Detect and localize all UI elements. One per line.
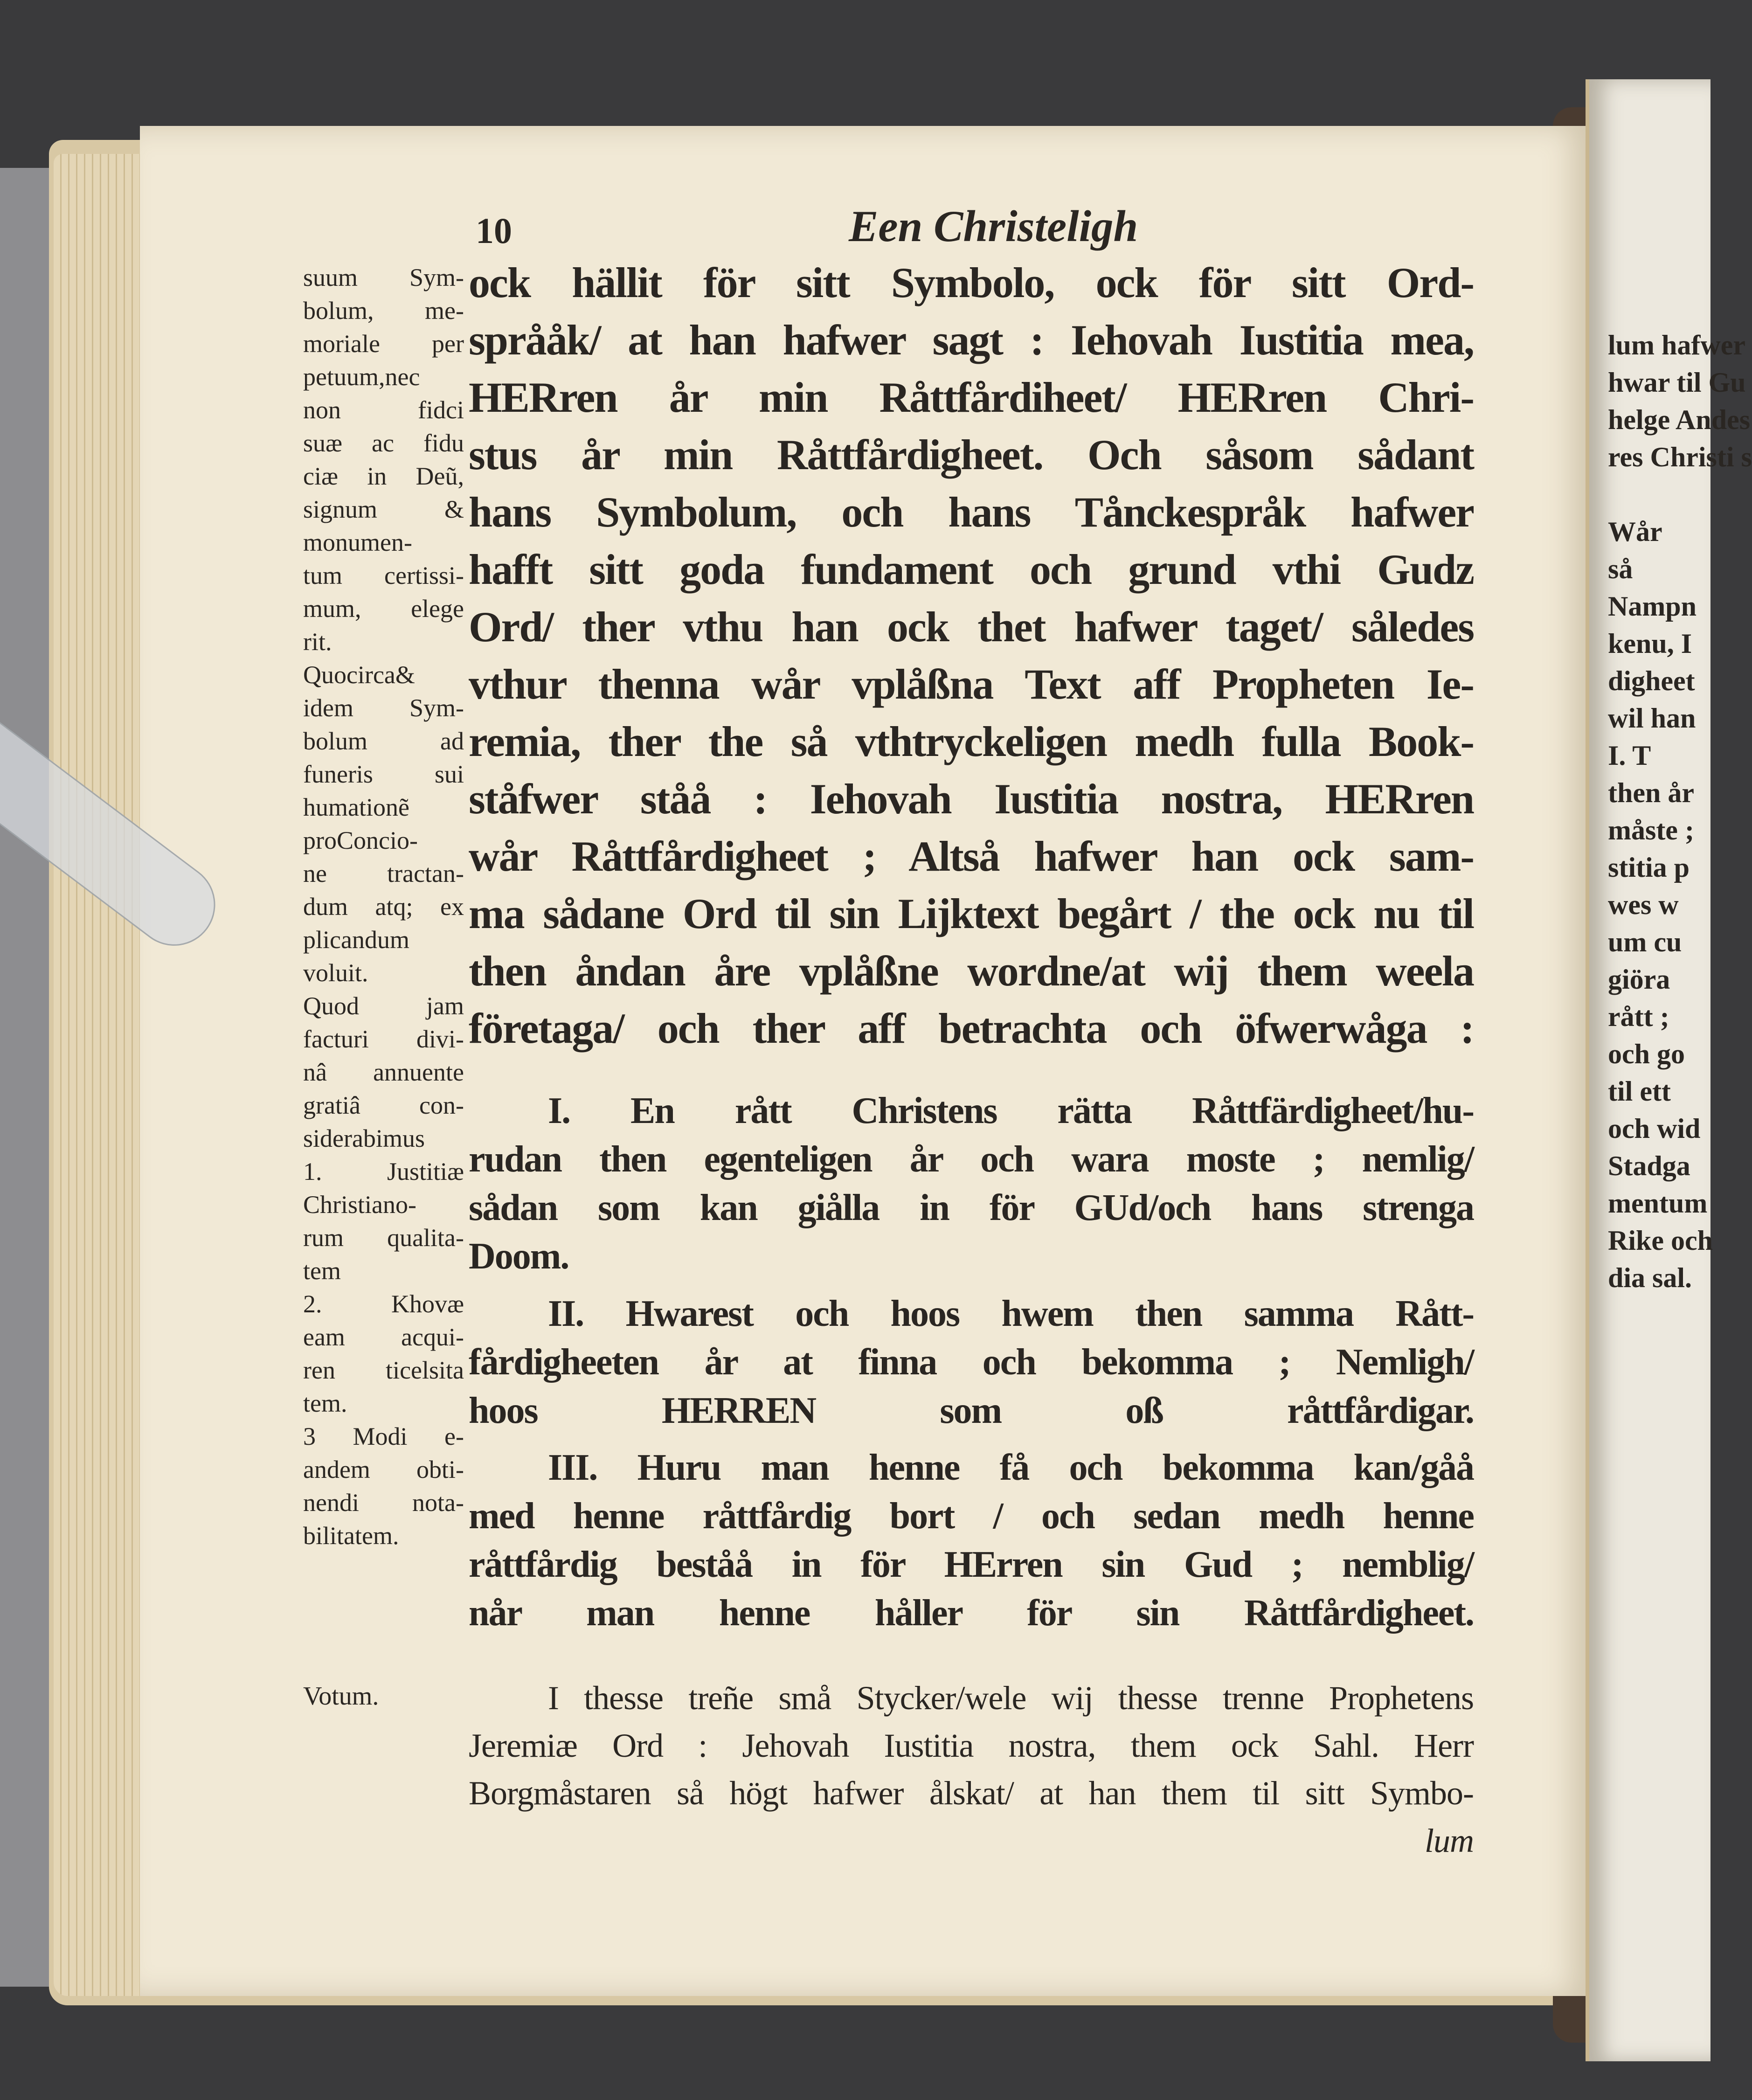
right-page-line	[1608, 476, 1752, 513]
margin-note-line: rum qualita-	[303, 1224, 464, 1252]
right-page-line: res Christi s	[1608, 442, 1752, 472]
text-line: I. En rått Christens rätta Råttfärdigheet/hu-	[548, 1090, 1474, 1131]
right-page-line: digheet	[1608, 665, 1695, 696]
margin-note-line: 1. Justitiæ	[303, 1157, 464, 1185]
running-head: Een Christeligh	[849, 201, 1138, 251]
text-line: ock hällit för sitt Symbolo, ock för sitt Ord-	[469, 259, 1474, 306]
text-line: III. Huru man henne få och bekomma kan/gåå	[548, 1447, 1474, 1488]
margin-note-line: bolum ad	[303, 727, 464, 755]
text-line: råttfårdig beståå in för HErren sin Gud ; nemblig/	[469, 1544, 1474, 1585]
text-line: når man henne håller för sin Råttfårdigheet.	[469, 1593, 1474, 1634]
margin-note-line: proConcio-	[303, 826, 418, 854]
margin-note-line: andem obti-	[303, 1455, 464, 1483]
right-page-line: wil han	[1608, 703, 1696, 734]
text-line: HERren år min Råttfårdiheet/ HERren Chri-	[469, 374, 1474, 421]
margin-note-line: idem Sym-	[303, 694, 464, 722]
text-line: sådan som kan giålla in för GUd/och hans strenga	[469, 1187, 1474, 1228]
text-line: företaga/ och ther aff betrachta och öfwerwåga :	[469, 1005, 1474, 1052]
right-page-line: giöra	[1608, 964, 1670, 995]
margin-note-line: 2. Khovæ	[303, 1290, 464, 1318]
right-page-line: dia sal.	[1608, 1262, 1692, 1293]
margin-note-line: ren ticelsita	[303, 1356, 464, 1384]
margin-note-line: nendi nota-	[303, 1489, 464, 1517]
right-page-line: och wid	[1608, 1113, 1701, 1144]
margin-note-line: humationẽ	[303, 793, 409, 821]
right-page-line: mentum	[1608, 1188, 1708, 1219]
right-page-line: wes w	[1608, 889, 1679, 920]
text-line: fårdigheeten år at finna och bekomma ; Nemligh/	[469, 1342, 1474, 1383]
text-line: I thesse treñe små Stycker/wele wij thesse trenne Prophetens	[548, 1679, 1474, 1717]
right-page-line: måste ;	[1608, 815, 1694, 846]
text-line: then åndan åre vplåßne wordne/at wij them weela	[469, 947, 1474, 995]
margin-note-line: gratiâ con-	[303, 1091, 464, 1119]
text-line: remia, ther the så vthtryckeligen medh fulla Book-	[469, 718, 1474, 765]
margin-note-line: Quod jam	[303, 992, 464, 1020]
text-line: II. Hwarest och hoos hwem then samma Rått-	[548, 1293, 1474, 1334]
right-page	[1586, 79, 1752, 2061]
text-line: Doom.	[469, 1236, 569, 1277]
margin-note-line: plicandum	[303, 926, 409, 954]
text-line: hans Symbolum, och hans Tånckespråk hafwer	[469, 488, 1474, 536]
margin-note-line: petuum,nec	[303, 363, 420, 391]
text-line: ma sådane Ord til sin Lijktext begårt / the ock nu til	[469, 890, 1474, 937]
margin-note-line: moriale per	[303, 330, 464, 358]
votum-note: Votum.	[303, 1682, 379, 1711]
page-number: 10	[476, 210, 512, 251]
right-page-text	[1608, 326, 1752, 1296]
text-line: wår Råttfårdigheet ; Altså hafwer han ock sam-	[469, 832, 1474, 880]
margin-note-line: Christiano-	[303, 1191, 416, 1219]
margin-note-line: dum atq; ex	[303, 893, 464, 921]
right-page-line: til ett	[1608, 1076, 1671, 1107]
text-line: lum	[1425, 1822, 1474, 1859]
right-page-line: helge Andes	[1608, 404, 1751, 435]
margin-note-line: 3 Modi e-	[303, 1422, 464, 1450]
margin-note-line: rit.	[303, 628, 332, 656]
text-line: Borgmåstaren så högt hafwer ålskat/ at han them til sitt Symbo-	[469, 1774, 1474, 1812]
margin-notes	[303, 261, 464, 1552]
right-page-line: och go	[1608, 1039, 1685, 1069]
margin-note-line: eam acqui-	[303, 1323, 464, 1351]
section-ii	[469, 1289, 1474, 1435]
margin-note-line: bilitatem.	[303, 1522, 399, 1550]
votum-paragraph	[469, 1674, 1474, 1864]
right-page-line: um cu	[1608, 927, 1682, 957]
margin-note-line: suum Sym-	[303, 263, 464, 291]
main-paragraph	[469, 254, 1474, 1057]
margin-note-line: signum &	[303, 495, 464, 523]
section-iii	[469, 1443, 1474, 1637]
section-i	[469, 1087, 1474, 1281]
text-line: rudan then egenteligen år och wara moste ; nemlig/	[469, 1139, 1474, 1180]
right-page-line: stitia p	[1608, 852, 1690, 883]
margin-note-line: facturi divi-	[303, 1025, 464, 1053]
margin-note-line: funeris sui	[303, 760, 464, 788]
right-page-line: I. T	[1608, 740, 1651, 771]
margin-note-line: suæ ac fidu	[303, 429, 464, 457]
text-line: språåk/ at han hafwer sagt : Iehovah Iustitia mea,	[469, 316, 1474, 364]
right-page-line: så	[1608, 554, 1633, 584]
right-page-line: Stadga	[1608, 1150, 1690, 1181]
margin-note-line: tem	[303, 1257, 341, 1285]
text-line: hafft sitt goda fundament och grund vthi Gudz	[469, 546, 1474, 593]
margin-note-line: tum certissi-	[303, 561, 464, 589]
text-line: Ord/ ther vthu han ock thet hafwer taget/ således	[469, 603, 1474, 651]
text-line: ståfwer ståå : Iehovah Iustitia nostra, HERren	[469, 775, 1474, 823]
right-page-line: Rike och	[1608, 1225, 1713, 1256]
margin-note-line: ciæ in Deũ,	[303, 462, 464, 490]
right-page-line: hwar til Gu	[1608, 367, 1746, 398]
margin-note-line: Quocirca&	[303, 661, 415, 689]
margin-note-line: mum, elege	[303, 595, 464, 623]
right-page-line: Wår	[1608, 516, 1662, 547]
right-page-line: rått ;	[1608, 1001, 1669, 1032]
margin-note-line: nâ annuente	[303, 1058, 464, 1086]
text-line: stus år min Råttfårdigheet. Och såsom sådant	[469, 431, 1474, 478]
right-page-line: lum hafwer	[1608, 330, 1745, 360]
margin-note-line: bolum, me-	[303, 297, 464, 325]
margin-note-line: monumen-	[303, 528, 412, 556]
right-page-line: Nampn	[1608, 591, 1697, 622]
margin-note-line: non fidci	[303, 396, 464, 424]
margin-note-line: ne tractan-	[303, 859, 464, 887]
margin-note-line: siderabimus	[303, 1124, 425, 1152]
right-page-line: then år	[1608, 777, 1694, 808]
text-line: hoos HERREN som oß råttfårdigar.	[469, 1390, 1474, 1431]
right-page-line: kenu, I	[1608, 628, 1692, 659]
margin-note-line: tem.	[303, 1389, 347, 1417]
margin-note-line: voluit.	[303, 959, 368, 987]
text-line: med henne råttfårdig bort / och sedan medh henne	[469, 1496, 1474, 1537]
text-line: vthur thenna wår vplåßna Text aff Propheten Ie-	[469, 660, 1474, 708]
text-line: Jeremiæ Ord : Jehovah Iustitia nostra, them ock Sahl. Herr	[469, 1727, 1474, 1764]
